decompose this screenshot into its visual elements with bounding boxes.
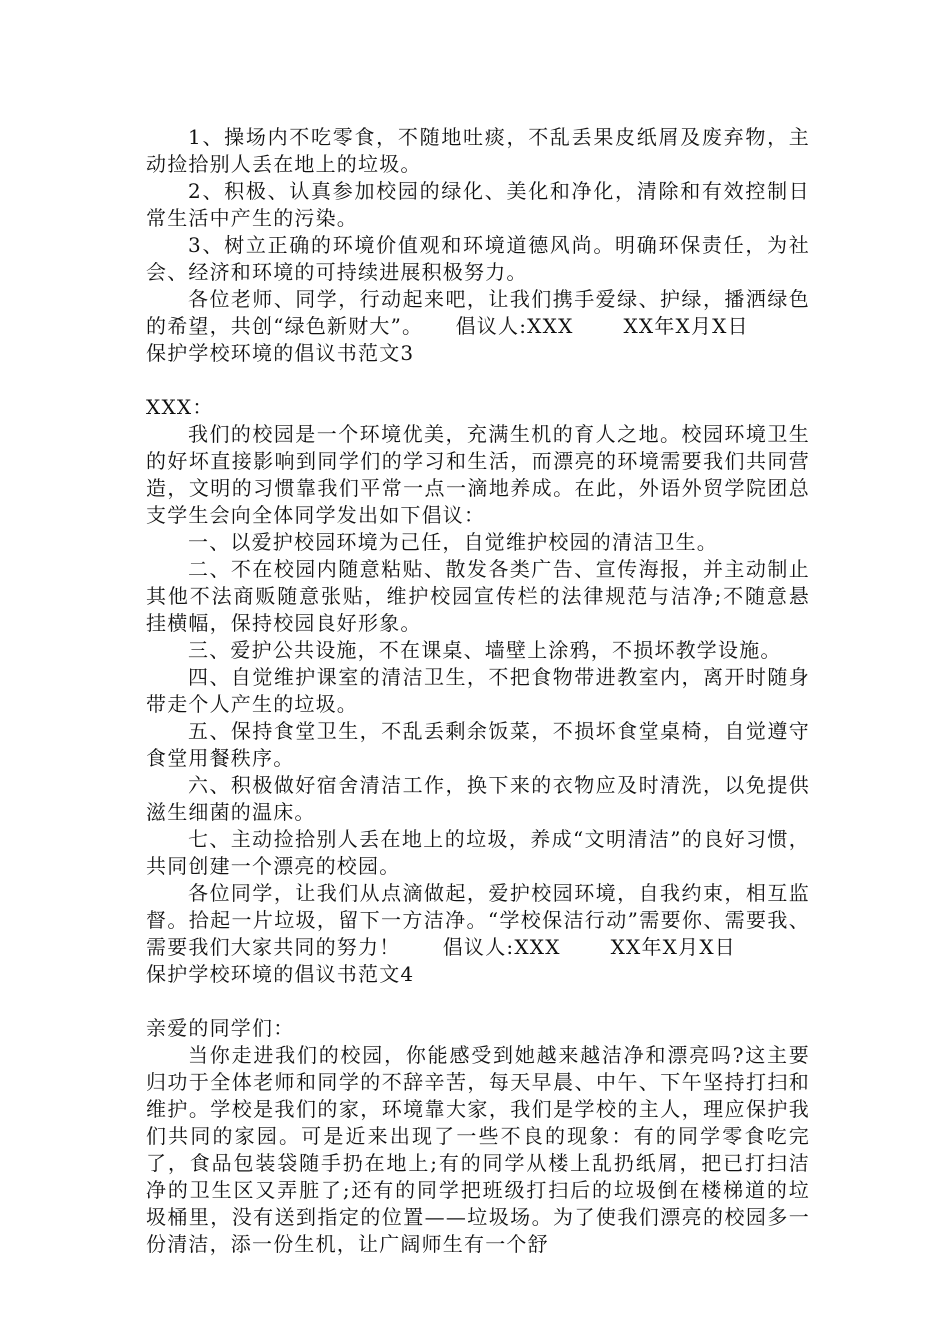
section-3-item-1: 一、以爱护校园环境为己任，自觉维护校园的清洁卫生。: [188, 530, 718, 554]
section-3-item-5: 五、保持食堂卫生，不乱丢剩余饭菜，不损坏食堂桌椅，自觉遵守食堂用餐秩序。: [146, 719, 810, 770]
section-3-salutation: XXX：: [146, 395, 214, 419]
section-4-title: 保护学校环境的倡议书范文4: [146, 962, 415, 986]
section-3-closing: 各位同学，让我们从点滴做起，爱护校园环境，自我约束，相互监督。拾起一片垃圾，留下一方洁净。“学校保洁行动”需要你、需要我、需要我们大家共同的努力！ 倡议人:XXX XX年X月X日: [146, 881, 810, 959]
blank-line: [146, 988, 810, 1015]
proposal-item-2: 2、积极、认真参加校园的绿化、美化和净化，清除和有效控制日常生活中产生的污染。: [146, 179, 810, 230]
document-page: [146, 124, 810, 1258]
section-3-item-6: 六、积极做好宿舍清洁工作，换下来的衣物应及时清洗，以免提供滋生细菌的温床。: [146, 773, 810, 824]
proposal-item-3: 3、树立正确的环境价值观和环境道德风尚。明确环保责任，为社会、经济和环境的可持续进展积极努力。: [146, 233, 810, 284]
proposal-item-1: 1、操场内不吃零食，不随地吐痰，不乱丢果皮纸屑及废弃物，主动捡拾别人丢在地上的垃圾。: [146, 125, 810, 176]
section-3-item-3: 三、爱护公共设施，不在课桌、墙壁上涂鸦，不损坏教学设施。: [188, 638, 782, 662]
blank-line: [146, 367, 810, 394]
section-4-body: 当你走进我们的校园，你能感受到她越来越洁净和漂亮吗?这主要归功于全体老师和同学的不辞辛苦，每天早晨、中午、下午坚持打扫和维护。学校是我们的家，环境靠大家，我们是学校的主人，理应保护我们共同的家园。可是近来出现了一些不良的现象：有的同学零食吃完了，食品包装袋随手扔在地上;有的同学从楼上乱扔纸屑，把已打扫洁净的卫生区又弄脏了;还有的同学把班级打扫后的垃圾倒在楼梯道的垃圾桶里，没有送到指定的位置——垃圾场。为了使我们漂亮的校园多一份清洁，添一份生机，让广阔师生有一个舒: [146, 1043, 810, 1256]
section-3-intro: 我们的校园是一个环境优美，充满生机的育人之地。校园环境卫生的好坏直接影响到同学们的学习和生活，而漂亮的环境需要我们共同营造，文明的习惯靠我们平常一点一滴地养成。在此，外语外贸学院团总支学生会向全体同学发出如下倡议：: [146, 422, 810, 527]
section-3-item-7: 七、主动捡拾别人丢在地上的垃圾，养成“文明清洁”的良好习惯，共同创建一个漂亮的校园。: [146, 827, 810, 878]
section-4-salutation: 亲爱的同学们：: [146, 1016, 295, 1040]
section-3-title: 保护学校环境的倡议书范文3: [146, 341, 415, 365]
section-3-item-2: 二、不在校园内随意粘贴、散发各类广告、宣传海报，并主动制止其他不法商贩随意张贴，维护校园宣传栏的法律规范与洁净;不随意悬挂横幅，保持校园良好形象。: [146, 557, 810, 635]
closing-call: 各位老师、同学，行动起来吧，让我们携手爱绿、护绿，播洒绿色的希望，共创“绿色新财大”。 倡议人:XXX XX年X月X日: [146, 287, 810, 338]
section-3-item-4: 四、自觉维护课室的清洁卫生，不把食物带进教室内，离开时随身带走个人产生的垃圾。: [146, 665, 810, 716]
